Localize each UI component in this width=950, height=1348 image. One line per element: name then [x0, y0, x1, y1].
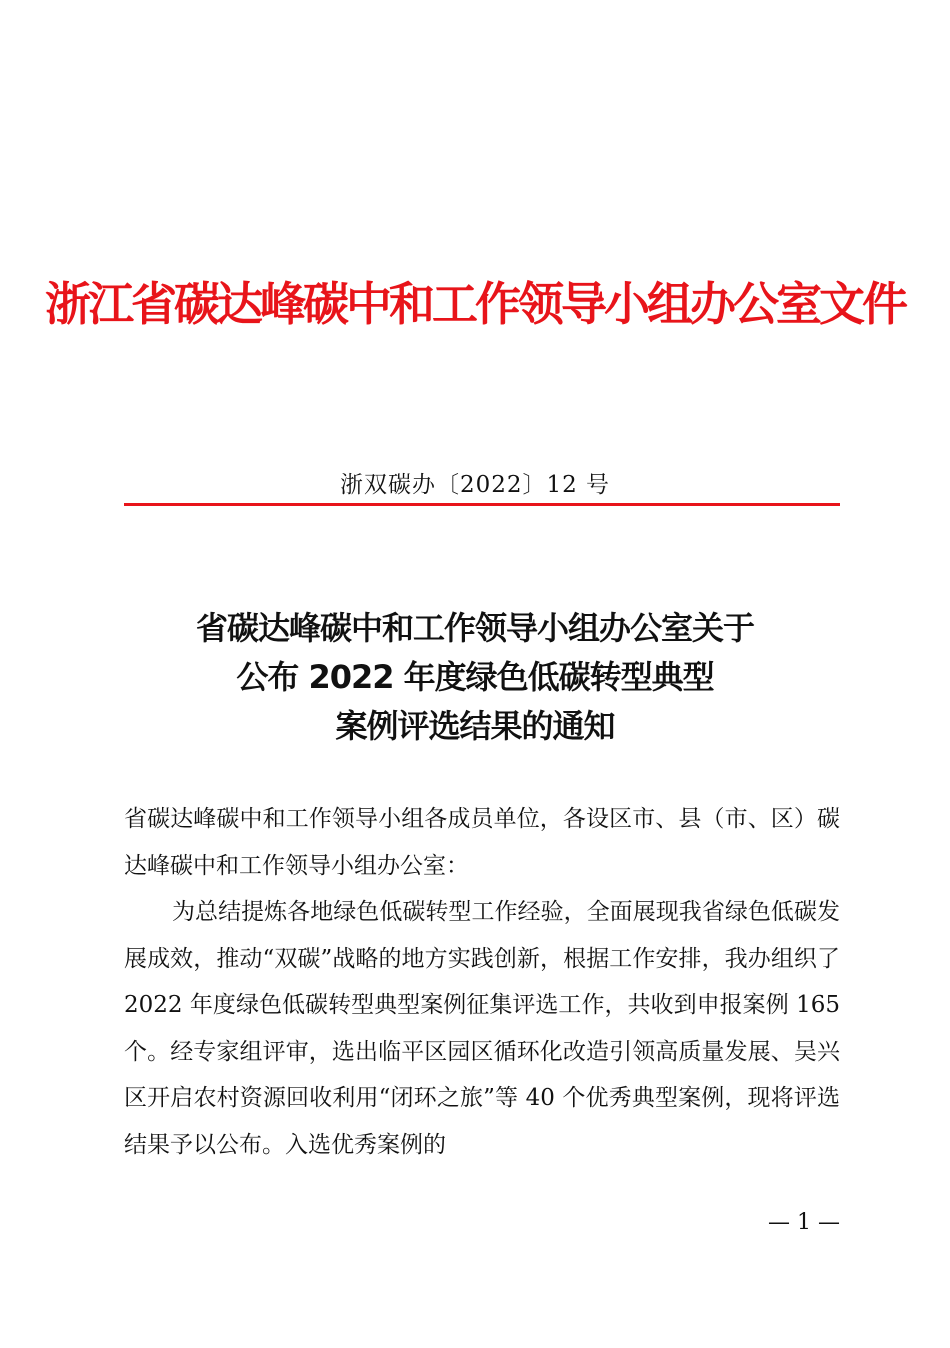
- title-line-3: 案例评选结果的通知: [335, 707, 615, 745]
- document-title: [0, 604, 950, 751]
- title-line-1: 省碳达峰碳中和工作领导小组办公室关于: [195, 609, 754, 647]
- issuer-header: 浙江省碳达峰碳中和工作领导小组办公室文件: [45, 277, 905, 331]
- page-number: — 1 —: [768, 1210, 840, 1235]
- salutation: 省碳达峰碳中和工作领导小组各成员单位，各设区市、县（市、区）碳达峰碳中和工作领导小组办公室：: [124, 806, 840, 879]
- document-number: 浙双碳办〔2022〕12 号: [339, 472, 611, 498]
- red-divider-line: [124, 503, 840, 506]
- body-paragraph: 为总结提炼各地绿色低碳转型工作经验，全面展现我省绿色低碳发展成效，推动“双碳”战略的地方实践创新，根据工作安排，我办组织了 2022 年度绿色低碳转型典型案例征集评选工作，共收到申报案例 165 个。经专家组评审，选出临平区园区循环化改造引领高质量发展、吴兴区开启农村资源回收利用“闭环之旅”等 40 个优秀典型案例，现将评选结果予以公布。入选优秀案例的: [124, 899, 840, 1158]
- document-body: [124, 796, 840, 1168]
- title-line-2: 公布 2022 年度绿色低碳转型典型: [236, 658, 714, 696]
